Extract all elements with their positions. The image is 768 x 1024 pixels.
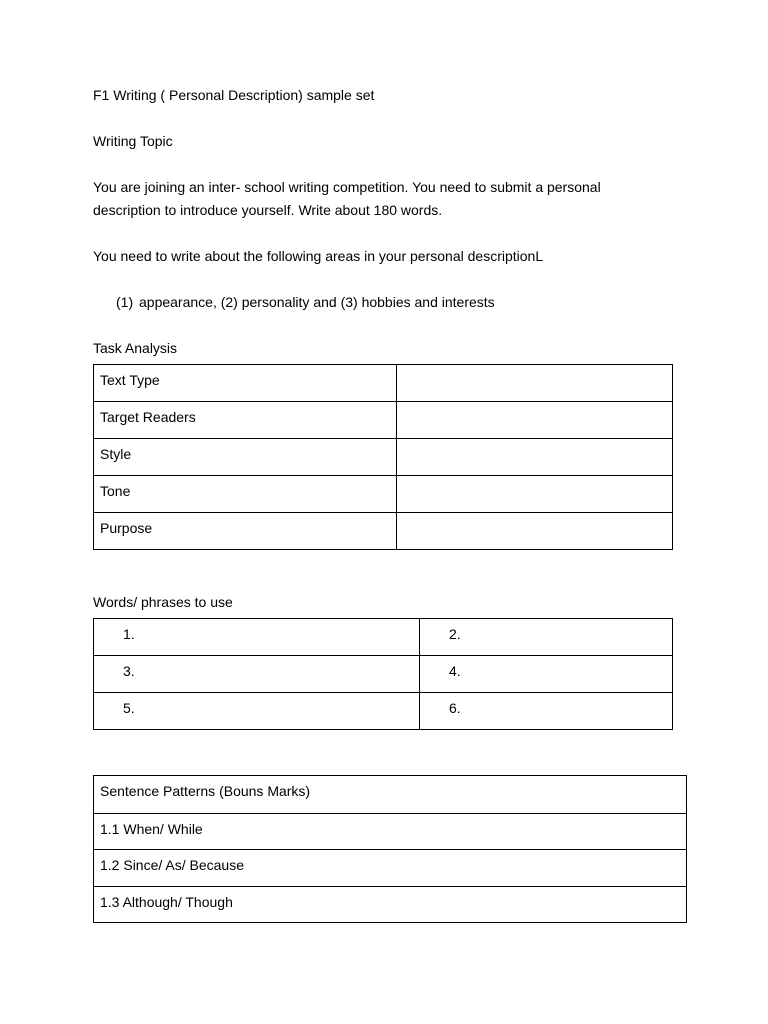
sentence-pattern-item: 1.1 When/ While xyxy=(94,814,687,850)
areas-list-text: appearance, (2) personality and (3) hobbies and interests xyxy=(139,294,495,310)
table-row xyxy=(94,693,673,730)
sentence-pattern-item: 1.2 Since/ As/ Because xyxy=(94,850,687,887)
table-row xyxy=(94,513,673,550)
task-analysis-table xyxy=(93,364,673,550)
table-row xyxy=(94,887,687,923)
row-label: Tone xyxy=(94,476,397,513)
sentence-patterns-table xyxy=(93,775,687,923)
row-label: Text Type xyxy=(94,365,397,402)
row-label: Target Readers xyxy=(94,402,397,439)
table-row xyxy=(94,365,673,402)
row-value[interactable] xyxy=(397,513,673,550)
table-row xyxy=(94,402,673,439)
table-header-row xyxy=(94,776,687,814)
word-cell[interactable]: 5. xyxy=(94,693,420,730)
table-row xyxy=(94,850,687,887)
table-row xyxy=(94,619,673,656)
task-analysis-heading: Task Analysis xyxy=(93,340,178,356)
table-row xyxy=(94,656,673,693)
row-label: Style xyxy=(94,439,397,476)
words-phrases-table xyxy=(93,618,673,730)
word-cell[interactable]: 2. xyxy=(420,619,673,656)
word-cell[interactable]: 3. xyxy=(94,656,420,693)
areas-intro: You need to write about the following areas in your personal descriptionL xyxy=(93,248,544,264)
word-cell[interactable]: 4. xyxy=(420,656,673,693)
areas-list-item xyxy=(116,291,495,314)
table-row xyxy=(94,814,687,850)
sentence-pattern-item: 1.3 Although/ Though xyxy=(94,887,687,923)
sentence-patterns-heading: Sentence Patterns (Bouns Marks) xyxy=(94,776,687,814)
table-row xyxy=(94,476,673,513)
topic-paragraph: You are joining an inter- school writing competition. You need to submit a personal description to introduce yourself. Write about 180 words. xyxy=(93,179,601,218)
words-phrases-heading: Words/ phrases to use xyxy=(93,594,233,610)
row-value[interactable] xyxy=(397,439,673,476)
table-row xyxy=(94,439,673,476)
row-value[interactable] xyxy=(397,365,673,402)
word-cell[interactable]: 6. xyxy=(420,693,673,730)
list-marker: (1) xyxy=(116,294,134,310)
row-value[interactable] xyxy=(397,476,673,513)
row-label: Purpose xyxy=(94,513,397,550)
document-title: F1 Writing ( Personal Description) sample set xyxy=(93,87,375,103)
word-cell[interactable]: 1. xyxy=(94,619,420,656)
writing-topic-heading: Writing Topic xyxy=(93,133,173,149)
row-value[interactable] xyxy=(397,402,673,439)
